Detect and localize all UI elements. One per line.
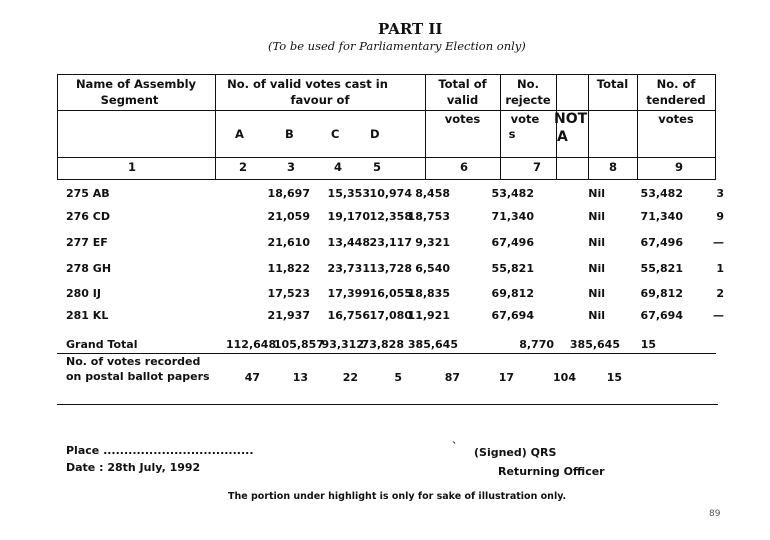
- row-cell-rejected: Nil: [588, 287, 605, 300]
- row-cell-total-valid: 69,812: [491, 287, 534, 300]
- row-cell-c: 10,974: [369, 187, 412, 200]
- postal-rejected: 17: [498, 371, 514, 384]
- col-number-9: 9: [674, 160, 683, 174]
- row-cell-total: 67,496: [640, 236, 683, 249]
- tick-mark: `: [452, 440, 458, 453]
- postal-d: 5: [394, 371, 402, 384]
- row-cell-rejected: Nil: [588, 262, 605, 275]
- row-segment: 275 AB: [66, 187, 110, 200]
- header-tendered-line3: votes: [658, 112, 694, 126]
- row-cell-a: 21,610: [267, 236, 310, 249]
- col-number-2: 2: [238, 160, 247, 174]
- header-total-valid-line3: votes: [444, 112, 481, 126]
- header-candidate-a: A: [235, 127, 244, 141]
- row-cell-total-valid: 71,340: [491, 210, 534, 223]
- col-number-5: 5: [372, 160, 381, 174]
- col-number-1: 1: [127, 160, 136, 174]
- header-candidate-b: B: [285, 127, 294, 141]
- grand-total-total-valid: 385,645: [407, 338, 458, 351]
- header-nota-line2: A: [557, 129, 568, 145]
- row-cell-total: 71,340: [640, 210, 683, 223]
- row-cell-a: 17,523: [267, 287, 310, 300]
- row-cell-d: 6,540: [415, 262, 450, 275]
- row-segment: 277 EF: [66, 236, 108, 249]
- row-cell-tendered: 3: [716, 187, 724, 200]
- header-segment-line2: Segment: [100, 93, 159, 107]
- grand-total-tendered: 15: [640, 338, 656, 351]
- row-cell-total-valid: 67,694: [491, 309, 534, 322]
- header-nota-line1: NOT: [554, 111, 588, 127]
- header-total-valid-line1: Total of: [438, 77, 487, 91]
- row-segment: 278 GH: [66, 262, 112, 275]
- postal-tendered: 15: [606, 371, 622, 384]
- row-cell-b: 19,170: [327, 210, 370, 223]
- postal-label-line1: No. of votes recorded: [66, 355, 201, 368]
- grand-total-rejected: 8,770: [519, 338, 554, 351]
- grand-total-b: 105,857: [273, 338, 324, 351]
- header-rejected-line3: vote: [510, 112, 540, 126]
- row-segment: 276 CD: [66, 210, 110, 223]
- grand-total-a: 112,648: [226, 338, 277, 351]
- row-cell-c: 23,117: [369, 236, 412, 249]
- page-title: PART II: [378, 20, 443, 38]
- row-cell-d: 8,458: [415, 187, 450, 200]
- postal-total-valid: 87: [444, 371, 460, 384]
- header-tendered-line1: No. of: [656, 77, 696, 91]
- postal-a: 47: [244, 371, 260, 384]
- header-rejected-line2: rejecte: [505, 93, 551, 107]
- row-cell-b: 15,353: [327, 187, 370, 200]
- row-cell-c: 12,358: [369, 210, 412, 223]
- illustration-note: The portion under highlight is only for sake of illustration only.: [228, 491, 567, 502]
- col-number-3: 3: [286, 160, 295, 174]
- row-cell-b: 13,448: [327, 236, 370, 249]
- row-cell-a: 21,937: [267, 309, 310, 322]
- row-cell-c: 13,728: [369, 262, 412, 275]
- grand-total-total: 385,645: [569, 338, 620, 351]
- header-rejected-line4: s: [508, 127, 516, 141]
- row-segment: 281 KL: [66, 309, 109, 322]
- signed-label: (Signed) QRS: [474, 446, 557, 459]
- grand-total-label: Grand Total: [66, 338, 138, 351]
- postal-c: 22: [342, 371, 358, 384]
- header-total-valid-line2: valid: [446, 93, 479, 107]
- row-cell-rejected: Nil: [588, 236, 605, 249]
- row-cell-d: 18,753: [407, 210, 450, 223]
- postal-b: 13: [292, 371, 308, 384]
- grand-total-c: 93,312: [321, 338, 364, 351]
- row-cell-total-valid: 67,496: [491, 236, 534, 249]
- col-number-6: 6: [459, 160, 468, 174]
- col-number-7: 7: [532, 160, 541, 174]
- row-cell-total-valid: 55,821: [491, 262, 534, 275]
- date-label: Date : 28th July, 1992: [66, 461, 201, 474]
- row-cell-d: 18,835: [407, 287, 450, 300]
- header-rejected-line1: No.: [517, 77, 539, 91]
- grand-total-d: 73,828: [361, 338, 404, 351]
- header-valid-line1: No. of valid votes cast in: [227, 77, 388, 91]
- row-cell-total: 53,482: [640, 187, 683, 200]
- postal-label-line2: on postal ballot papers: [66, 370, 210, 383]
- row-cell-tendered: 1: [716, 262, 724, 275]
- row-cell-d: 9,321: [415, 236, 450, 249]
- header-total: Total: [596, 77, 629, 91]
- col-number-4: 4: [333, 160, 342, 174]
- row-cell-tendered: —: [713, 236, 724, 249]
- page-subtitle: (To be used for Parliamentary Election only): [268, 39, 526, 53]
- place-label: Place ....................................: [66, 444, 254, 457]
- row-cell-a: 11,822: [267, 262, 310, 275]
- row-cell-rejected: Nil: [588, 210, 605, 223]
- row-cell-c: 17,080: [369, 309, 412, 322]
- row-cell-total: 55,821: [640, 262, 683, 275]
- page-number: 89: [709, 509, 721, 519]
- row-cell-a: 21,059: [267, 210, 310, 223]
- row-cell-total-valid: 53,482: [491, 187, 534, 200]
- row-cell-total: 69,812: [640, 287, 683, 300]
- row-cell-tendered: 2: [716, 287, 724, 300]
- row-cell-rejected: Nil: [588, 309, 605, 322]
- header-valid-line2: favour of: [290, 93, 350, 107]
- row-cell-b: 16,756: [327, 309, 370, 322]
- row-segment: 280 IJ: [66, 287, 101, 300]
- row-cell-b: 17,399: [327, 287, 370, 300]
- row-cell-c: 16,055: [369, 287, 412, 300]
- header-tendered-line2: tendered: [646, 93, 706, 107]
- row-cell-rejected: Nil: [588, 187, 605, 200]
- returning-officer-label: Returning Officer: [498, 465, 605, 478]
- row-cell-total: 67,694: [640, 309, 683, 322]
- row-cell-d: 11,921: [407, 309, 450, 322]
- col-number-8: 8: [608, 160, 617, 174]
- row-cell-b: 23,731: [327, 262, 370, 275]
- row-cell-tendered: —: [713, 309, 724, 322]
- header-candidate-c: C: [331, 127, 340, 141]
- postal-total: 104: [553, 371, 576, 384]
- row-cell-tendered: 9: [716, 210, 724, 223]
- header-segment-line1: Name of Assembly: [75, 77, 197, 91]
- header-candidate-d: D: [370, 127, 380, 141]
- row-cell-a: 18,697: [267, 187, 310, 200]
